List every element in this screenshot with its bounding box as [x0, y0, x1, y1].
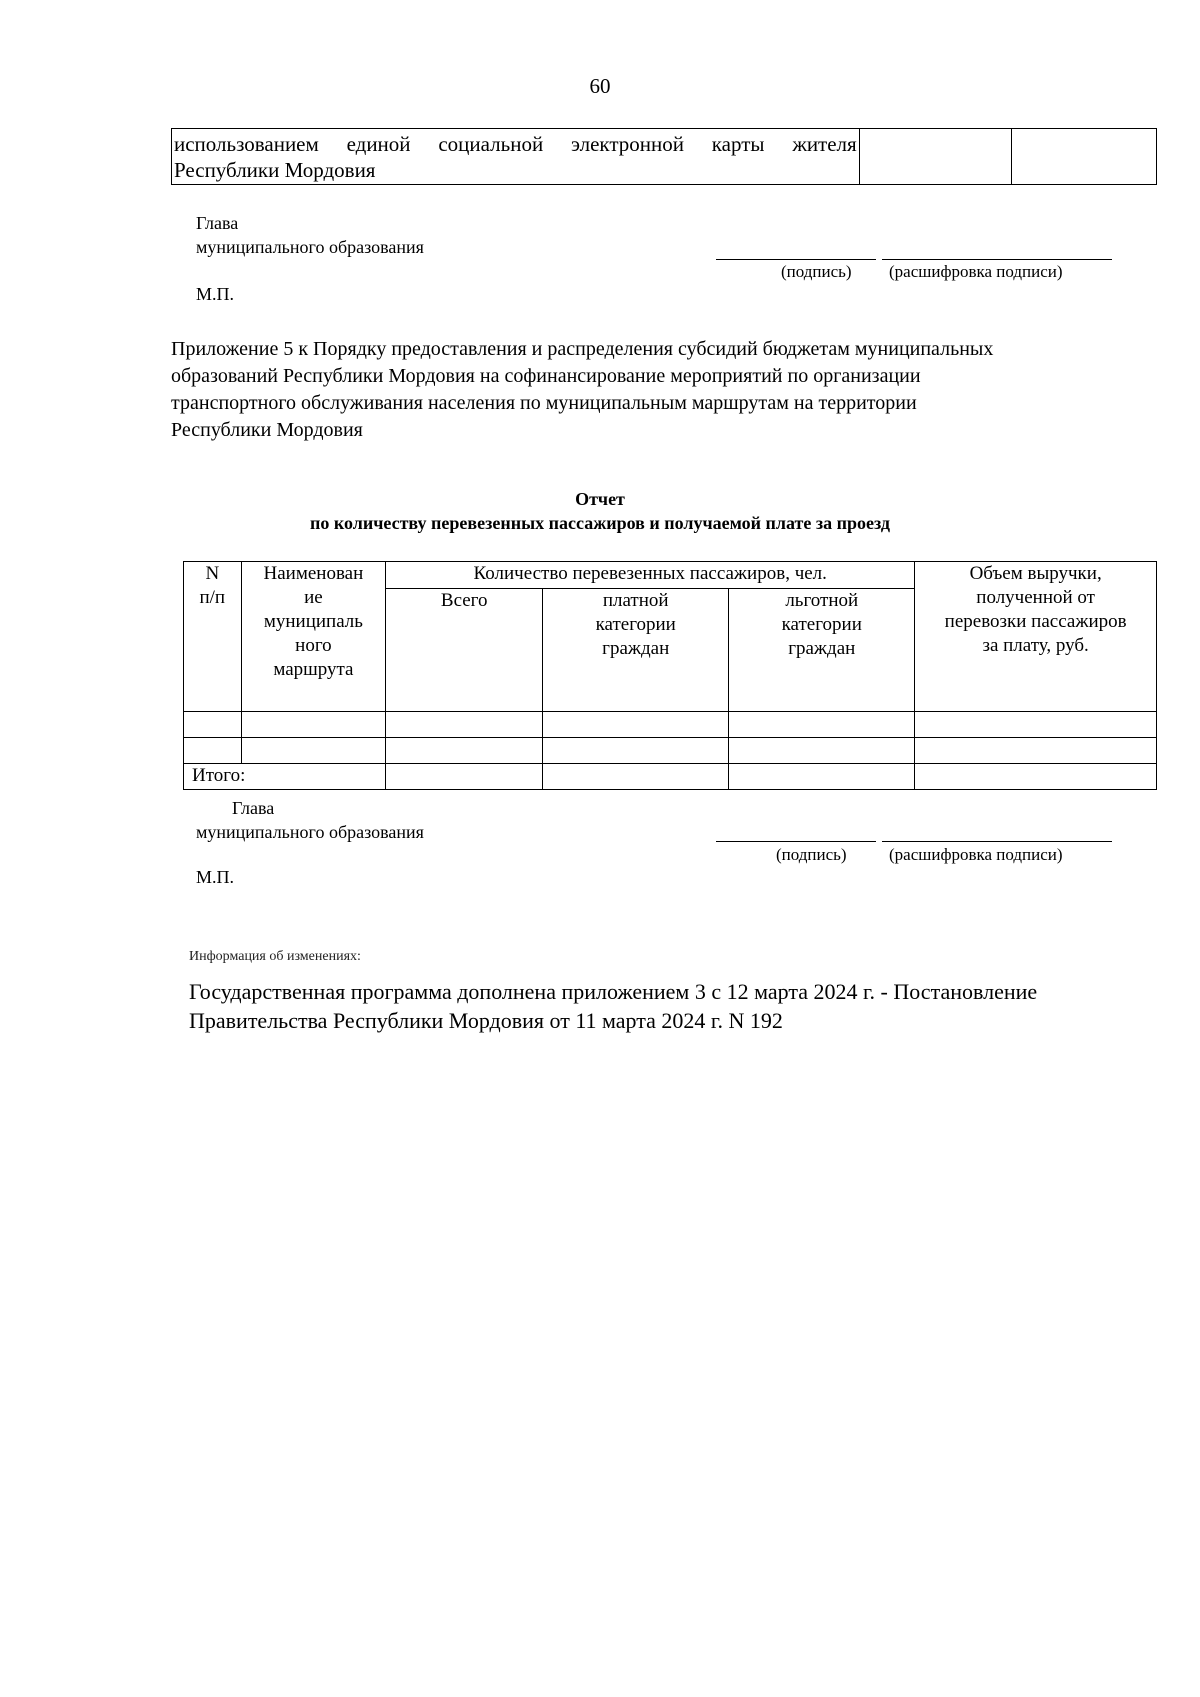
stamp-placeholder: М.П.: [196, 867, 235, 887]
signature-line: [716, 259, 876, 260]
word: использованием: [174, 132, 319, 156]
changes-info-label: Информация об изменениях:: [189, 949, 361, 964]
signature-caption: (подпись): [781, 262, 852, 281]
header-text: N: [205, 563, 220, 584]
head-title-line2: муниципального образования: [196, 822, 424, 842]
appendix-line: образований Республики Мордовия на софинансирование мероприятий по организации: [171, 365, 921, 387]
table-cell: [915, 738, 1157, 764]
header-route-name: [241, 562, 386, 712]
decoding-line: [882, 259, 1112, 260]
changes-info-text: [189, 977, 1169, 1035]
header-text: ие: [304, 587, 323, 608]
word: карты: [711, 132, 765, 156]
report-subtitle: по количеству перевезенных пассажиров и получаемой плате за проезд: [310, 513, 890, 533]
continuation-line-1: [174, 131, 857, 157]
header-text: платной: [602, 590, 669, 611]
header-text: муниципаль: [263, 611, 363, 632]
table-cell: [915, 764, 1157, 790]
signature-caption: (подпись): [776, 845, 847, 864]
header-text: за плату, руб.: [982, 635, 1089, 656]
header-text: п/п: [199, 587, 226, 608]
header-text: Объем выручки,: [969, 563, 1102, 584]
appendix-line: Приложение 5 к Порядку предоставления и распределения субсидий бюджетам муниципальных: [171, 338, 994, 360]
header-revenue: [915, 562, 1157, 712]
total-label: Итого:: [184, 764, 386, 790]
table-cell: [543, 738, 729, 764]
table-row: [184, 712, 1157, 738]
word: электронной: [570, 132, 684, 156]
continuation-table: [171, 128, 1157, 185]
empty-cell: [1012, 129, 1157, 185]
continuation-line-2: Республики Мордовия: [174, 158, 376, 182]
report-title: Отчет: [575, 489, 625, 509]
decoding-caption: (расшифровка подписи): [889, 262, 1063, 281]
table-cell: [729, 712, 915, 738]
stamp-placeholder: М.П.: [196, 284, 235, 304]
header-number: [184, 562, 242, 712]
word: единой: [346, 132, 411, 156]
header-text: перевозки пассажиров: [944, 611, 1127, 632]
header-text: Наименован: [263, 563, 364, 584]
continuation-text-cell: [172, 129, 860, 185]
table-cell: [386, 712, 543, 738]
table-cell: [184, 738, 242, 764]
signature-line: [716, 841, 876, 842]
header-text: ного: [295, 635, 332, 656]
table-cell: [386, 738, 543, 764]
changes-info-line: Государственная программа дополнена приложением 3 с 12 марта 2024 г. - Постановление: [189, 979, 1038, 1004]
table-cell: [729, 764, 915, 790]
head-title: Глава: [232, 798, 275, 818]
header-text: полученной от: [976, 587, 1095, 608]
head-title: Глава: [196, 213, 239, 233]
table-cell: [386, 764, 543, 790]
table-row: [184, 738, 1157, 764]
header-total: Всего: [386, 589, 543, 712]
header-text: категории: [781, 614, 862, 635]
table-cell: [543, 764, 729, 790]
table-cell: [729, 738, 915, 764]
head-title-line2: муниципального образования: [196, 237, 424, 257]
header-paid-category: [543, 589, 729, 712]
header-benefit-category: [729, 589, 915, 712]
header-passengers-group: Количество перевезенных пассажиров, чел.: [386, 562, 915, 589]
header-text: граждан: [788, 638, 856, 659]
page-number: 60: [589, 74, 611, 98]
word: социальной: [438, 132, 544, 156]
appendix-note: [171, 336, 1131, 444]
word: жителя: [792, 132, 857, 156]
total-row: [184, 764, 1157, 790]
header-text: льготной: [785, 590, 859, 611]
table-cell: [184, 712, 242, 738]
report-table: [183, 561, 1157, 790]
header-text: категории: [595, 614, 676, 635]
decoding-caption: (расшифровка подписи): [889, 845, 1063, 864]
header-text: граждан: [602, 638, 670, 659]
appendix-line: Республики Мордовия: [171, 419, 363, 441]
empty-cell: [859, 129, 1012, 185]
appendix-line: транспортного обслуживания населения по муниципальным маршрутам на территории: [171, 392, 917, 414]
table-cell: [241, 738, 386, 764]
table-cell: [543, 712, 729, 738]
changes-info-line: Правительства Республики Мордовия от 11 марта 2024 г. N 192: [189, 1008, 783, 1033]
table-cell: [241, 712, 386, 738]
header-text: маршрута: [273, 659, 354, 680]
table-cell: [915, 712, 1157, 738]
decoding-line: [882, 841, 1112, 842]
